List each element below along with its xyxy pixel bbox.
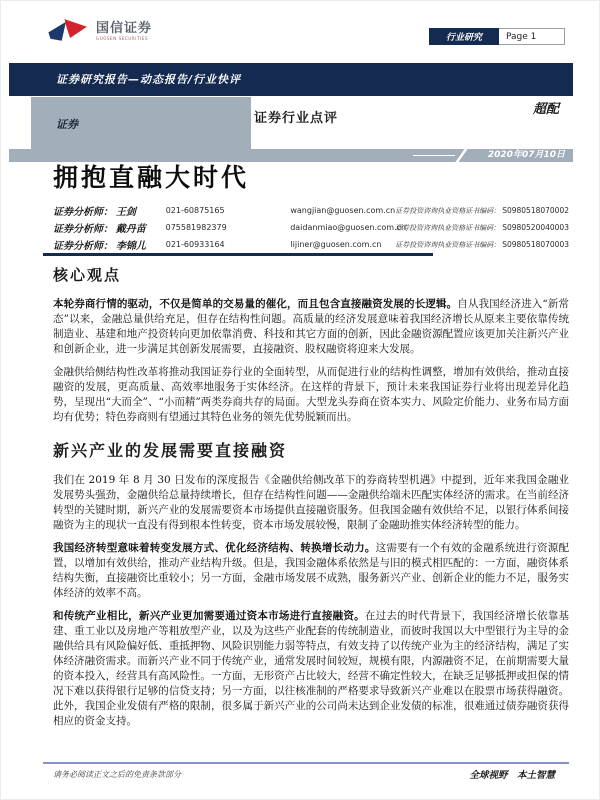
cert-code: S0980518070003	[502, 239, 569, 249]
date-bar-dash	[413, 155, 455, 156]
guosen-logo	[47, 15, 152, 47]
cert-code: S0980518070002	[502, 205, 569, 215]
sector-box	[31, 97, 251, 149]
industry-research-badge: 行业研究	[429, 28, 499, 45]
core-paragraph-2: 金融供给侧结构性改革将推动我国证券行业的全面转型，从而促进行业的结构性调整，增加有效供给，推动直接融资的发展，更高质量、高效率地服务于实体经济。在这样的背景下，预计未来我国证券行业将出现差异化趋势，呈现出“大而全”、“小而精”两类券商共存的局面。大型龙头券商在资本实力、风险定价能力、业务布局方面均有优势；特色券商则有望通过其特色业务的领先优势脱颖而出。	[53, 366, 569, 423]
analyst-cert	[395, 206, 569, 216]
section-paragraph-2-lead: 我国经济转型意味着转变发展方式、优化经济结构、转换增长动力。	[53, 542, 376, 554]
analyst-cert	[395, 240, 569, 250]
core-view-heading: 核心观点	[53, 266, 122, 284]
section-paragraph-3-lead: 和传统产业相比，新兴产业更加需要通过资本市场进行直接融资。	[53, 610, 365, 622]
analyst-email: wangjian@guosen.com.cn	[290, 206, 396, 215]
analyst-role-label: 证券分析师：	[53, 224, 113, 235]
report-body	[53, 264, 569, 737]
date-bar-slant-divider	[455, 149, 467, 162]
core-paragraph-1-rest: 自从我国经济进入“新常态”以来，金融总量供给充足，但存在结构性问题。高质量的经济发展意味着我国经济增长从原来主要依靠传统制造业、基建和地产投资转向更加依靠消费、科技和其它方面的创新，因此金融资源配置应该更加关注新兴产业和创新企业，进一步满足其创新发展需要，直接融资、股权融资将迎来大发展。	[53, 298, 569, 355]
header-badges	[429, 28, 565, 45]
section-paragraph-2-rest: 这需要有一个有效的金融系统进行资源配置，以增加有效供给，推动产业结构升级。但是，我国金融体系依然是与旧的模式相匹配的：一方面，融资体系结构失衡，直接融资比重较小；另一方面，金融市场发展不成熟，服务新兴产业、创新企业的能力不足，服务实体经济的效率不高。	[53, 542, 570, 599]
analyst-phone: 021-60933164	[165, 240, 225, 249]
analyst-phone: 075581982379	[165, 223, 227, 232]
cert-label: 证券投资咨询执业资格证书编码：	[395, 223, 501, 232]
report-banner-title: 证券研究报告—动态报告/行业快评	[56, 73, 242, 86]
report-date: 2020年07月10日	[487, 150, 565, 160]
analyst-role-label: 证券分析师：	[53, 241, 113, 252]
logo-company-name: 国信证券	[96, 20, 153, 36]
cert-label: 证券投资咨询执业资格证书编码：	[395, 206, 501, 215]
footer-divider	[43, 762, 569, 764]
section-paragraph-3-rest: 在过去的时代背景下，我国经济增长依靠基建、重工业以及房地产等粗放型产业，以及为这些产业配套的传统制造业，而彼时我国以大中型银行为主导的金融供给具有风险偏好低、重抵押物、风险识别能力弱等特点，有效支持了以传统产业为主的经济结构，满足了实体经济融资需求。而新兴产业不同于传统产业，通常发展时间较短，规模有限，内源融资不足，在前期需要大量的资本投入，经营具有高风险性。一方面，无形资产占比较大，经营不确定性较大，在缺乏足够抵押或担保的情况下难以获得银行足够的信贷支持；另一方面，以往核准制的严格要求导致新兴产业难以在股票市场获得融资。此外，我国企业发债有严格的限制，很多属于新兴产业的公司尚未达到企业发债的标准，很难通过债券融资获得相应的资金支持。	[53, 610, 570, 727]
analyst-cert	[395, 223, 569, 233]
guosen-logo-icon	[47, 15, 89, 47]
analyst-phone: 021-60875165	[165, 206, 225, 215]
analyst-row	[53, 202, 569, 219]
analyst-row	[53, 236, 569, 253]
disclaimer-text: 请务必阅读正文之后的免责条款部分	[53, 770, 181, 779]
sector-label: 证券	[56, 118, 78, 131]
logo-company-subtitle: GUOSEN SECURITIES	[96, 35, 149, 41]
slogan-text: 全球视野 本土智慧	[469, 770, 555, 781]
core-paragraph-1	[53, 297, 569, 357]
section-paragraph-1: 我们在 2019 年 8 月 30 日发布的深度报告《金融供给侧改革下的券商转型机遇》中提到，近年来我国金融业发展势头强劲，金融供给总量持续增长，但存在结构性问题——金融供给端未匹配实体经济的需求。在当前经济转型的关键时期，新兴产业的发展需要资本市场提供直接融资服务。但我国金融有效供给不足，以银行体系间接融资为主的现状一直没有得到根本性转变，资本市场发展较慢，限制了金融助推实体经济转型的能力。	[53, 474, 569, 531]
section-divider	[43, 253, 433, 256]
page-number: Page 1	[499, 28, 565, 45]
analyst-row	[53, 219, 569, 236]
analyst-name: 王剑	[115, 207, 136, 218]
analyst-name: 李锦儿	[115, 241, 146, 252]
report-title: 拥抱直融大时代	[53, 163, 250, 192]
report-banner	[9, 63, 573, 96]
analyst-email: daidanmiao@guosen.com.cn	[290, 223, 407, 232]
rating-badge: 超配	[532, 102, 559, 117]
cert-label: 证券投资咨询执业资格证书编码：	[395, 240, 501, 249]
analyst-email: lijiner@guosen.com.cn	[290, 240, 382, 249]
section-paragraph-2	[53, 541, 569, 601]
analyst-name: 戴丹苗	[115, 224, 146, 235]
report-type-label: 证券行业点评	[254, 111, 339, 126]
section-paragraph-3	[53, 609, 569, 729]
analyst-role-label: 证券分析师：	[53, 207, 113, 218]
analyst-table	[53, 202, 569, 253]
core-paragraph-1-lead: 本轮券商行情的驱动，不仅是简单的交易量的催化，而且包含直接融资发展的长逻辑。	[53, 298, 458, 310]
section-heading: 新兴产业的发展需要直接融资	[53, 441, 288, 460]
cert-code: S0980520040003	[502, 222, 569, 232]
